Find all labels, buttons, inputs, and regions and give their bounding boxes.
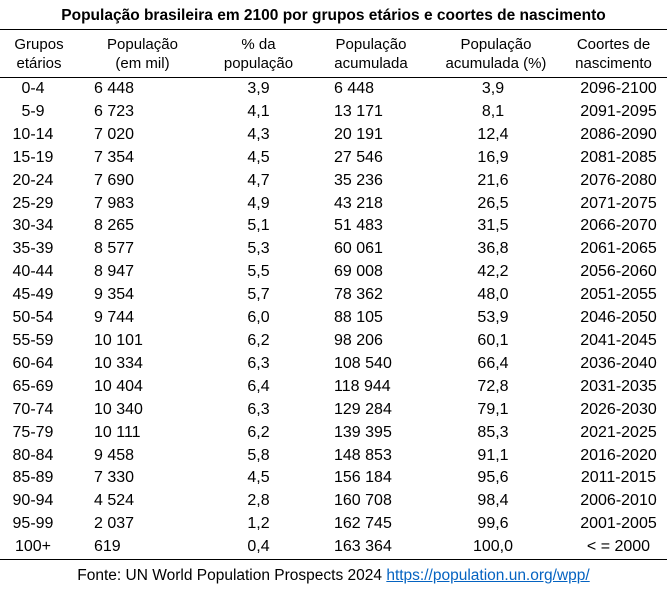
- cell-percent: 3,9: [247, 80, 270, 97]
- cell-percent: 6,0: [247, 309, 270, 327]
- source-link[interactable]: https://population.un.org/wpp/: [386, 567, 590, 584]
- cell-cohort: 2006-2010: [580, 492, 657, 510]
- table-row: [0, 467, 667, 490]
- cell-percent: 6,3: [247, 400, 270, 418]
- cell-cumulative-percent: 31,5: [477, 217, 509, 235]
- cell-percent: 2,8: [247, 492, 270, 510]
- cell-population: 10 404: [94, 377, 143, 395]
- cell-cohort: 2056-2060: [580, 263, 657, 281]
- cell-population: 10 111: [94, 423, 141, 441]
- cell-cohort: 2016-2020: [580, 446, 657, 464]
- cell-cohort: 2066-2070: [580, 217, 657, 235]
- cell-age-group: 75-79: [12, 423, 54, 441]
- cell-cumulative-percent: 26,5: [477, 194, 509, 212]
- header-cumulative: [310, 30, 432, 78]
- cell-percent: 6,4: [247, 377, 270, 395]
- cell-cohort: 2096-2100: [580, 80, 657, 97]
- cell-cohort: 2041-2045: [580, 331, 657, 349]
- cell-cumulative-percent: 91,1: [477, 446, 509, 464]
- header-population-line-1: População: [107, 35, 178, 53]
- cell-cumulative-percent: 79,1: [477, 400, 509, 418]
- cell-age-group: 80-84: [12, 446, 54, 464]
- cell-cumulative-percent: 16,9: [477, 148, 509, 166]
- table-title: População brasileira em 2100 por grupos etários e coortes de nascimento: [61, 7, 606, 24]
- cell-cumulative: 118 944: [334, 377, 391, 395]
- cell-cumulative: 6 448: [334, 80, 375, 97]
- cell-age-group: 25-29: [12, 194, 54, 212]
- cell-percent: 4,1: [247, 102, 270, 120]
- cell-percent: 4,5: [247, 148, 270, 166]
- cell-age-group: 10-14: [12, 125, 54, 143]
- table-row: [0, 353, 667, 376]
- cell-percent: 5,8: [247, 446, 270, 464]
- cell-percent: 5,5: [247, 263, 270, 281]
- table-row: [0, 78, 667, 101]
- cell-percent: 0,4: [207, 536, 310, 559]
- cell-population: 6 448: [94, 80, 135, 97]
- cell-cumulative-percent: 42,2: [477, 263, 509, 281]
- header-age-group-line-1: Grupos: [14, 35, 64, 53]
- header-cohort: [560, 30, 667, 78]
- cell-cumulative: 35 236: [334, 171, 383, 189]
- header-population-line-2: (em mil): [115, 54, 170, 72]
- table-container: [0, 30, 667, 560]
- cell-population: 7 983: [94, 194, 135, 212]
- cell-age-group: 65-69: [12, 377, 54, 395]
- cell-cohort: 2091-2095: [580, 102, 657, 120]
- table-row: [0, 330, 667, 353]
- header-age-group-line-2: etários: [16, 54, 62, 72]
- cell-cohort: 2021-2025: [580, 423, 657, 441]
- cell-age-group: 55-59: [12, 331, 54, 349]
- cell-age-group: 85-89: [12, 469, 54, 487]
- cell-percent: 5,7: [247, 286, 270, 304]
- table-row: [0, 399, 667, 422]
- cell-cumulative-percent: 8,1: [481, 102, 505, 120]
- table-row: [0, 170, 667, 193]
- header-percent-line-1: % da: [241, 35, 276, 53]
- cell-cohort: 2086-2090: [580, 125, 657, 143]
- cell-age-group: 90-94: [12, 492, 54, 510]
- cell-cumulative: 13 171: [334, 102, 383, 120]
- cell-age-group: 70-74: [12, 400, 54, 418]
- cell-age-group: 20-24: [12, 171, 54, 189]
- table-row: [0, 193, 667, 216]
- cell-population: 7 020: [94, 125, 135, 143]
- table-row: [0, 536, 667, 559]
- cell-cumulative-percent: 72,8: [477, 377, 509, 395]
- cell-cohort: 2051-2055: [580, 286, 657, 304]
- cell-age-group: 50-54: [12, 309, 54, 327]
- cell-cumulative-percent: 66,4: [477, 354, 509, 372]
- cell-age-group: 45-49: [12, 286, 54, 304]
- header-age-group: [0, 30, 78, 78]
- cell-age-group: 95-99: [12, 515, 54, 533]
- cell-percent: 1,2: [247, 515, 270, 533]
- cell-population: 10 334: [94, 354, 143, 372]
- cell-cumulative: 148 853: [334, 446, 392, 464]
- cell-age-group: 15-19: [12, 148, 54, 166]
- population-table: [0, 30, 667, 560]
- header-cohort-line-1: Coortes de: [576, 35, 651, 53]
- cell-cumulative: 78 362: [334, 286, 383, 304]
- header-cumulative-line-2: acumulada: [334, 54, 408, 72]
- cell-cumulative: 163 364: [310, 536, 432, 559]
- cell-percent: 4,3: [247, 125, 270, 143]
- cell-cumulative: 27 546: [334, 148, 383, 166]
- cell-population: 4 524: [94, 492, 135, 510]
- cell-cumulative-percent: 98,4: [477, 492, 509, 510]
- cell-cumulative: 98 206: [334, 331, 383, 349]
- cell-population: 8 577: [94, 240, 135, 258]
- table-row: [0, 284, 667, 307]
- header-population: [78, 30, 207, 78]
- cell-cumulative: 108 540: [334, 354, 392, 372]
- table-row: [0, 376, 667, 399]
- cell-cumulative-percent: 60,1: [477, 331, 509, 349]
- cell-population: 8 265: [94, 217, 135, 235]
- cell-percent: 5,3: [247, 240, 270, 258]
- table-row: [0, 307, 667, 330]
- cell-population: 7 690: [94, 171, 135, 189]
- cell-percent: 5,1: [247, 217, 270, 235]
- cell-percent: 4,5: [247, 469, 270, 487]
- cell-cumulative: 43 218: [334, 194, 383, 212]
- cell-cumulative: 60 061: [334, 240, 383, 258]
- header-percent-line-2: população: [223, 54, 294, 72]
- cell-cumulative-percent: 3,9: [481, 80, 505, 97]
- cell-percent: 6,2: [247, 423, 270, 441]
- cell-cohort: 2081-2085: [580, 148, 657, 166]
- table-row: [0, 261, 667, 284]
- cell-cumulative: 88 105: [334, 309, 383, 327]
- cell-cumulative-percent: 85,3: [477, 423, 509, 441]
- cell-age-group: 60-64: [12, 354, 54, 372]
- cell-cohort: 2071-2075: [580, 194, 657, 212]
- cell-cumulative-percent: 100,0: [432, 536, 560, 559]
- cell-cumulative: 139 395: [334, 423, 392, 441]
- cell-cumulative-percent: 12,4: [477, 125, 509, 143]
- cell-percent: 6,2: [247, 331, 270, 349]
- table-row: [0, 422, 667, 445]
- header-percent: [207, 30, 310, 78]
- header-cumulative-percent-line-1: População: [460, 35, 532, 53]
- header-cumulative-line-1: População: [335, 35, 407, 53]
- cell-percent: 6,3: [247, 354, 270, 372]
- cell-population: 9 744: [94, 309, 135, 327]
- cell-cumulative: 129 284: [334, 400, 392, 418]
- cell-population: 8 947: [94, 263, 135, 281]
- table-row: [0, 445, 667, 468]
- table-header-row: [0, 30, 667, 78]
- cell-cumulative: 156 184: [334, 469, 392, 487]
- cell-cohort: 2001-2005: [580, 515, 657, 533]
- header-cumulative-percent-line-2: acumulada (%): [445, 54, 547, 72]
- cell-cumulative: 162 745: [334, 515, 392, 533]
- cell-population: 10 101: [94, 331, 143, 349]
- cell-age-group: 5-9: [21, 102, 45, 120]
- cell-population: 2 037: [94, 515, 135, 533]
- cell-cumulative: 160 708: [334, 492, 392, 510]
- cell-population: 9 354: [94, 286, 135, 304]
- header-cumulative-percent: [432, 30, 560, 78]
- cell-cumulative: 20 191: [334, 125, 383, 143]
- table-row: [0, 147, 667, 170]
- cell-percent: 4,7: [247, 171, 270, 189]
- cell-cumulative-percent: 36,8: [477, 240, 509, 258]
- cell-population: 10 340: [94, 400, 143, 418]
- cell-cohort: < = 2000: [560, 536, 667, 559]
- cell-cumulative: 69 008: [334, 263, 383, 281]
- cell-percent: 4,9: [247, 194, 270, 212]
- cell-cohort: 2031-2035: [580, 377, 657, 395]
- cell-population: 7 330: [94, 469, 135, 487]
- table-row: [0, 513, 667, 536]
- cell-cumulative-percent: 48,0: [477, 286, 509, 304]
- cell-cumulative-percent: 21,6: [477, 171, 509, 189]
- cell-age-group: 100+: [0, 536, 78, 559]
- cell-cohort: 2026-2030: [580, 400, 657, 418]
- cell-age-group: 30-34: [12, 217, 54, 235]
- cell-age-group: 0-4: [21, 80, 45, 97]
- cell-population: 9 458: [94, 446, 135, 464]
- table-row: [0, 124, 667, 147]
- table-row: [0, 238, 667, 261]
- cell-cohort: 2011-2015: [580, 469, 657, 487]
- cell-cumulative: 51 483: [334, 217, 383, 235]
- header-cohort-line-2: nascimento: [575, 54, 652, 72]
- table-row: [0, 490, 667, 513]
- cell-cohort: 2036-2040: [580, 354, 657, 372]
- cell-age-group: 35-39: [12, 240, 54, 258]
- cell-cumulative-percent: 99,6: [477, 515, 509, 533]
- table-row: [0, 215, 667, 238]
- cell-population: 619: [78, 536, 207, 559]
- table-body: [0, 78, 667, 560]
- table-row: [0, 101, 667, 124]
- cell-cohort: 2061-2065: [580, 240, 657, 258]
- cell-cohort: 2076-2080: [580, 171, 657, 189]
- source-label: Fonte: UN World Population Prospects 2024: [77, 567, 383, 584]
- cell-cumulative-percent: 95,6: [477, 469, 509, 487]
- cell-cohort: 2046-2050: [580, 309, 657, 327]
- cell-age-group: 40-44: [12, 263, 54, 281]
- cell-population: 6 723: [94, 102, 135, 120]
- cell-cumulative-percent: 53,9: [477, 309, 509, 327]
- source-footer: [0, 566, 667, 586]
- cell-population: 7 354: [94, 148, 135, 166]
